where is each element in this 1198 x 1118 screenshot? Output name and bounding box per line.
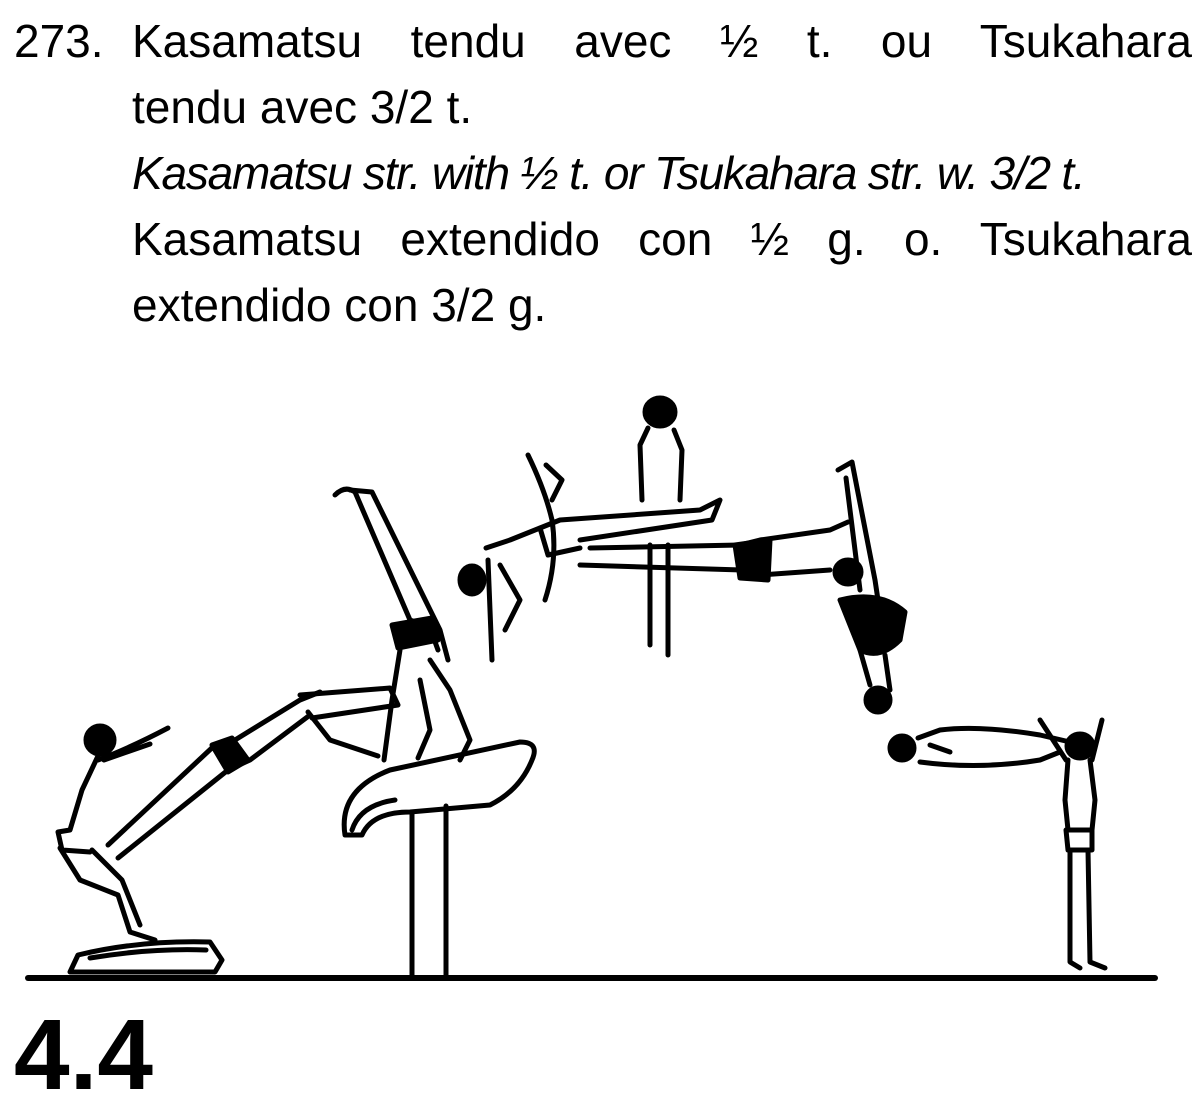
description-spanish-line-2: extendido con 3/2 g.	[132, 279, 547, 331]
vaulting-table	[344, 742, 534, 975]
element-number: 273.	[14, 15, 104, 67]
gymnast-descent	[838, 462, 905, 712]
gymnast-support	[335, 489, 470, 760]
vault-illustration	[0, 380, 1198, 1000]
description-english: Kasamatsu str. with ½ t. or Tsukahara str. w. 3/2 t.	[132, 147, 1085, 199]
element-description	[132, 8, 1192, 338]
difficulty-value: 4.4	[14, 999, 154, 1111]
description-french-line-1: Kasamatsu tendu avec ½ t. ou Tsukahara	[132, 15, 1192, 67]
description-french-line-2: tendu avec 3/2 t.	[132, 81, 473, 133]
description-spanish-line-1: Kasamatsu extendido con ½ g. o. Tsukahara	[132, 213, 1192, 265]
gymnast-prelanding	[890, 728, 1070, 765]
springboard	[70, 942, 222, 972]
